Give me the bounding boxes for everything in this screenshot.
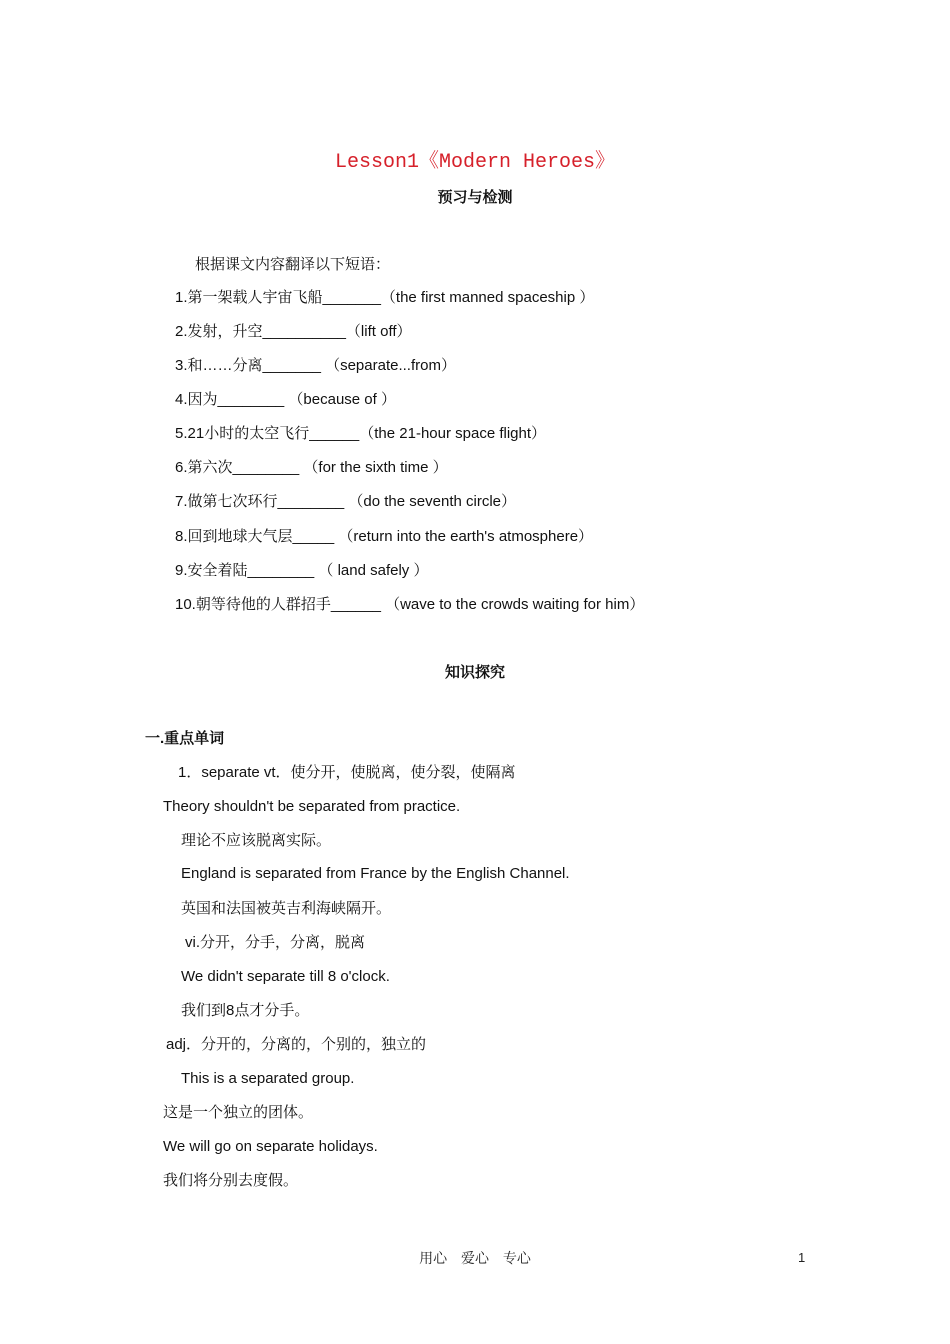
knowledge-heading: 知识探究 [444, 664, 505, 681]
section-title: 一.重点单词 [145, 730, 225, 747]
page-number: 1 [798, 1250, 806, 1265]
example-sentence: England is separated from France by the English Channel. [181, 865, 570, 882]
example-sentence: Theory shouldn't be separated from practice. [163, 798, 461, 815]
example-translation: 我们将分别去度假。 [163, 1172, 299, 1189]
phrase-item: 10.朝等待他的人群招手______ （wave to the crowds waiting for him） [175, 596, 645, 613]
word-sense: vi.分开，分手，分离，脱离 [185, 934, 366, 951]
word-sense: adj．分开的，分离的，个别的，独立的 [166, 1036, 427, 1053]
word-entry: 1．separate vt．使分开，使脱离，使分裂，使隔离 [178, 764, 516, 781]
phrase-item: 7.做第七次环行________ （do the seventh circle） [175, 493, 516, 510]
page-footer: 用心 爱心 专心 [419, 1250, 531, 1266]
example-translation: 我们到8点才分手。 [181, 1002, 310, 1019]
example-sentence: This is a separated group. [181, 1070, 355, 1087]
instruction-text: 根据课文内容翻译以下短语： [195, 256, 391, 273]
preview-heading: 预习与检测 [437, 189, 513, 206]
phrase-item: 8.回到地球大气层_____ （return into the earth's atmosphere） [175, 528, 594, 545]
example-translation: 理论不应该脱离实际。 [181, 832, 332, 849]
phrase-item: 1.第一架载人宇宙飞船_______（the first manned spaceship ） [175, 289, 595, 306]
phrase-item: 5.21小时的太空飞行______（the 21-hour space flight） [175, 425, 547, 442]
example-sentence: We didn't separate till 8 o'clock. [181, 968, 390, 985]
document-title: Lesson1《Modern Heroes》 [334, 151, 616, 174]
example-translation: 英国和法国被英吉利海峡隔开。 [181, 900, 392, 917]
example-translation: 这是一个独立的团体。 [163, 1104, 314, 1121]
phrase-item: 4.因为________ （because of ） [175, 391, 396, 408]
example-sentence: We will go on separate holidays. [163, 1138, 378, 1155]
phrase-item: 2.发射，升空__________（lift off） [175, 323, 412, 340]
phrase-item: 9.安全着陆________ （ land safely ） [175, 562, 429, 579]
phrase-item: 6.第六次________ （for the sixth time ） [175, 459, 448, 476]
phrase-item: 3.和……分离_______ （separate...from） [175, 357, 456, 374]
